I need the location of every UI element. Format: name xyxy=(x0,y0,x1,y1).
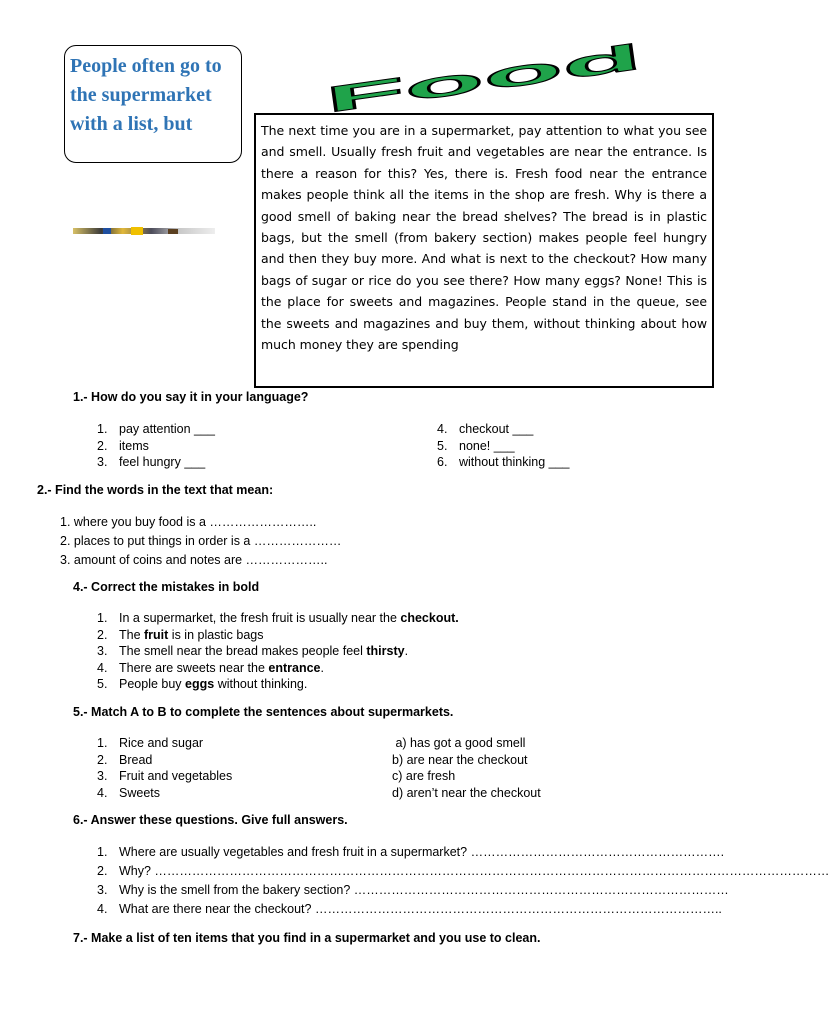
section5-heading: 5.- Match A to B to complete the sentences about supermarkets. xyxy=(73,705,454,719)
list-item: 1. pay attention ___ xyxy=(97,422,215,436)
page-title: Food xyxy=(323,57,495,121)
list-item: 1. Where are usually vegetables and fresh fruit in a supermarket? ……………………………………………………. xyxy=(97,845,725,859)
list-item: 3. Why is the smell from the bakery section? ……………………………………………………………………………… xyxy=(97,883,729,897)
section1-right-list xyxy=(437,421,570,471)
section2-heading: 2.- Find the words in the text that mean: xyxy=(37,483,274,497)
list-item: 1. where you buy food is a …………………….. xyxy=(60,515,317,529)
list-item: 3. The smell near the bread makes people feel thirsty. xyxy=(97,644,409,658)
list-item: 5. People buy eggs without thinking. xyxy=(97,677,308,691)
list-item: 4. There are sweets near the entrance. xyxy=(97,660,324,675)
section5-column-b xyxy=(392,735,541,801)
section2-list xyxy=(60,513,341,570)
list-item: 2. places to put things in order is a ………………… xyxy=(60,534,342,548)
cropped-picture xyxy=(73,222,215,230)
list-item: c) are fresh xyxy=(392,769,456,783)
list-item: 2. Bread xyxy=(97,752,153,767)
list-item: 4. checkout ___ xyxy=(437,422,534,436)
title-wordart xyxy=(312,30,652,121)
section5-column-a xyxy=(97,735,232,801)
list-item: 1. In a supermarket, the fresh fruit is usually near the checkout. xyxy=(97,611,459,625)
list-item: 3. feel hungry ___ xyxy=(97,455,206,469)
list-item: 2. Why? ……………………………………………………………………………………………………………………………………………… xyxy=(97,864,829,878)
list-item: d) aren’t near the checkout xyxy=(392,785,541,800)
list-item: 3. Fruit and vegetables xyxy=(97,769,233,783)
list-item: 5. none! ___ xyxy=(437,438,515,453)
list-item: 1. Rice and sugar xyxy=(97,736,204,750)
list-item: 6. without thinking ___ xyxy=(437,455,570,469)
list-item: 2. items xyxy=(97,438,149,453)
section4-heading: 4.- Correct the mistakes in bold xyxy=(73,580,260,594)
reading-text: The next time you are in a supermarket, pay attention to what you see and smell. Usually fresh fruit and vegetables are near the entrance. Is there a reason for this? Yes, there is. Fresh food near the entrance makes people think all the items in the shop are fresh. Why is there a good smell of baking near the bread shelves? The bread is in plastic bags, but the smell (from bakery section) makes people feel hungry and then they buy more. And what is next to the checkout? How many bags of sugar or rice do you see there? How many eggs? None! This is the place for sweets and magazines. People stand in the queue, see the sweets and magazines and buy them, without thinking about how much money they are spending xyxy=(261,123,707,353)
section4-list xyxy=(97,610,459,693)
intro-text: People often go to the supermarket with a list, but xyxy=(70,55,222,135)
list-item: 2. The fruit is in plastic bags xyxy=(97,627,264,642)
reading-text-box xyxy=(254,113,714,388)
section1-left-list xyxy=(97,421,215,471)
section7-heading: 7.- Make a list of ten items that you find in a supermarket and you use to clean. xyxy=(73,931,541,945)
list-item: 4. Sweets xyxy=(97,785,160,800)
list-item: 3. amount of coins and notes are ……………….. xyxy=(60,553,328,567)
section6-list xyxy=(97,843,829,919)
list-item: 4. What are there near the checkout? …………………………………………………………………………………….. xyxy=(97,902,722,916)
section6-heading: 6.- Answer these questions. Give full answers. xyxy=(73,813,348,827)
list-item: a) has got a good smell xyxy=(392,736,526,750)
section1-heading: 1.- How do you say it in your language? xyxy=(73,390,309,404)
intro-box xyxy=(64,45,242,163)
list-item: b) are near the checkout xyxy=(392,752,528,767)
